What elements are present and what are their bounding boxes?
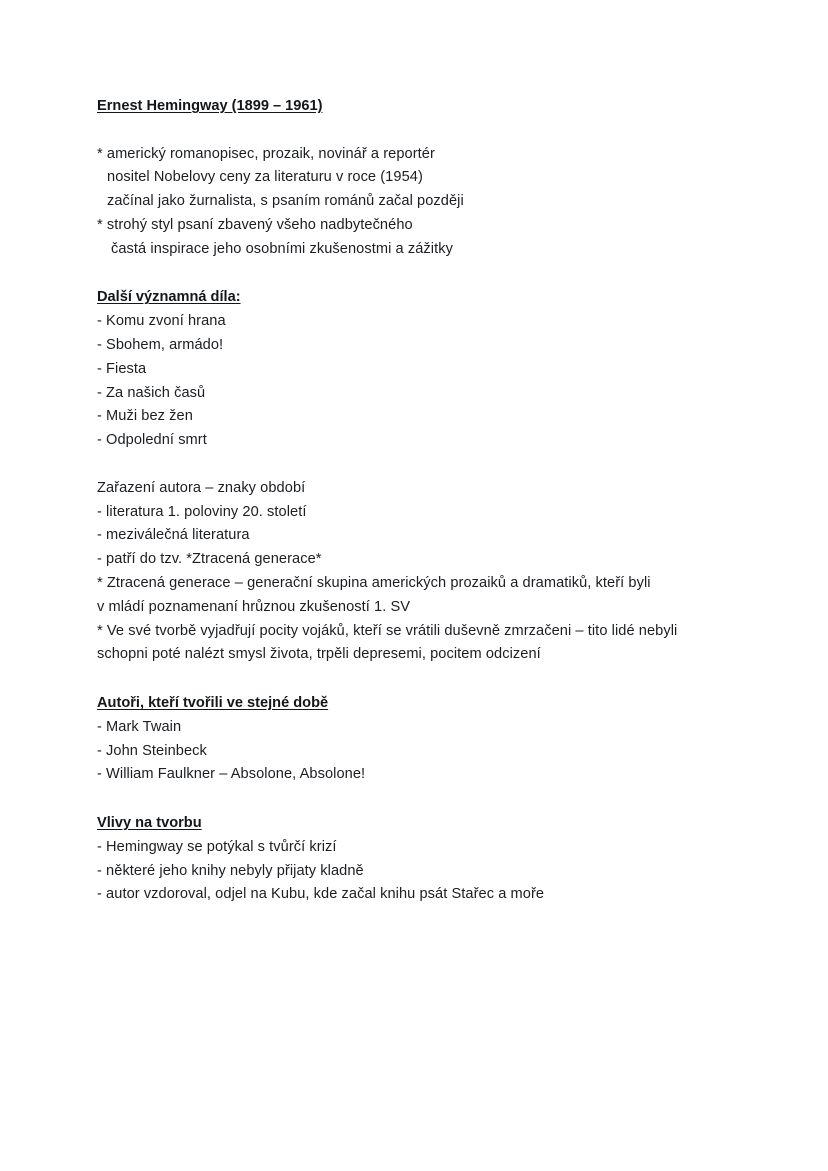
works-heading-row [97, 285, 757, 310]
document-title: Ernest Hemingway (1899 – 1961) [97, 98, 323, 114]
intro-line-1: * americký romanopisec, prozaik, novinář a reportér [97, 145, 435, 162]
contemporaries-heading: Autoři, kteří tvořili ve stejné době [97, 694, 329, 711]
intro-block [97, 143, 757, 262]
period-note-2-line-2: schopni poté nalézt smysl života, trpěli depresemi, pocitem odcizení [97, 646, 541, 663]
influences-heading-row [97, 811, 757, 836]
list-item: - patří do tzv. *Ztracená generace* [97, 551, 322, 568]
list-item: - literatura 1. poloviny 20. století [97, 503, 307, 520]
intro-line-5: častá inspirace jeho osobními zkušenostmi a zážitky [111, 240, 453, 257]
spacer [97, 453, 757, 477]
period-note-1-line-2: v mládí poznamenaní hrůznou zkušeností 1. SV [97, 598, 411, 615]
intro-line-3: začínal jako žurnalista, s psaním románů začal později [107, 193, 464, 210]
intro-line-4: * strohý styl psaní zbavený všeho nadbytečného [97, 216, 413, 233]
contemporaries-block [97, 691, 757, 787]
list-item: - Muži bez žen [97, 408, 193, 425]
list-item: - Sbohem, armádo! [97, 336, 224, 353]
spacer [97, 119, 757, 143]
list-item: - Komu zvoní hrana [97, 313, 226, 330]
spacer [97, 262, 757, 286]
works-block [97, 285, 757, 453]
list-item: - Fiesta [97, 360, 147, 377]
list-item: - některé jeho knihy nebyly přijaty kladně [97, 862, 364, 879]
period-note-2-line-1: * Ve své tvorbě vyjadřují pocity vojáků, kteří se vrátili duševně zmrzačeni – tito lidé nebyli [97, 622, 678, 639]
spacer [97, 787, 757, 811]
period-heading: Zařazení autora – znaky období [97, 479, 306, 496]
list-item: - William Faulkner – Absolone, Absolone! [97, 766, 366, 783]
list-item: - Za našich časů [97, 384, 206, 401]
intro-line-2: nositel Nobelovy ceny za literaturu v roce (1954) [107, 169, 423, 186]
list-item: - meziválečná literatura [97, 527, 250, 544]
period-note-1-line-1: * Ztracená generace – generační skupina amerických prozaiků a dramatiků, kteří byli [97, 574, 651, 591]
contemporaries-heading-row [97, 691, 757, 716]
list-item: - autor vzdoroval, odjel na Kubu, kde začal knihu psát Stařec a moře [97, 886, 545, 903]
period-block [97, 477, 757, 667]
document-content [97, 94, 757, 907]
list-item: - Hemingway se potýkal s tvůrčí krizí [97, 838, 337, 855]
document-title-row [97, 94, 757, 119]
works-heading: Další významná díla: [97, 289, 241, 306]
list-item: - John Steinbeck [97, 742, 207, 759]
list-item: - Mark Twain [97, 718, 182, 735]
list-item: - Odpolední smrt [97, 432, 207, 449]
spacer [97, 667, 757, 691]
influences-heading: Vlivy na tvorbu [97, 814, 202, 831]
influences-block [97, 811, 757, 907]
